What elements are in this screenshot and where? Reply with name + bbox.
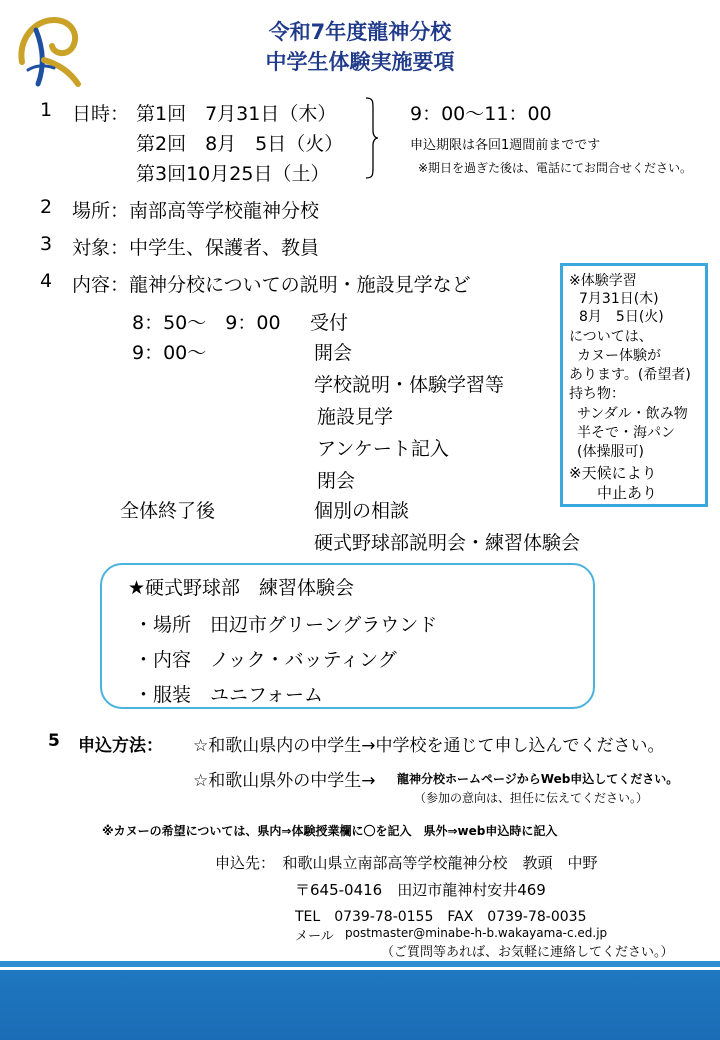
side-note-line: については、 — [569, 329, 653, 345]
target-text: 対象：中学生、保護者、教員 — [72, 237, 320, 259]
session-2: 第2回 8月 5日（火） — [136, 133, 344, 155]
side-note-line: サンダル・飲み物 — [577, 406, 688, 422]
apply-in-pref: ☆和歌山県内の中学生→中学校を通じて申し込んでください。 — [193, 736, 665, 756]
contact-to: 申込先： 和歌山県立南部高等学校龍神分校 教頭 中野 — [215, 854, 598, 872]
contact-tel-fax: TEL 0739-78-0155 FAX 0739-78-0035 — [295, 909, 587, 925]
baseball-place: ・場所 田辺市グリーングラウンド — [134, 614, 438, 636]
schedule-label: 日時： — [72, 103, 130, 125]
side-note-line: カヌー体験が — [577, 348, 661, 364]
program-activity-2: 開会 — [314, 342, 353, 364]
apply-out-pref-rest: 龍神分校ホームページからWeb申込してください。 — [397, 772, 679, 786]
side-note-line: ※体験学習 — [569, 273, 637, 289]
contact-closing: （ご質問等あれば、お気軽に連絡してください。） — [381, 945, 674, 960]
section-number-3: 3 — [40, 233, 53, 255]
program-activity-6: 閉会 — [317, 470, 356, 492]
side-note-line: 7月31日(木) — [579, 291, 659, 307]
side-note-line: (体操服可) — [577, 444, 644, 460]
side-note-line: 中止あり — [597, 484, 658, 502]
apply-out-pref-note: （参加の意向は、担任に伝えてください。） — [414, 791, 649, 805]
program-time-7: 全体終了後 — [120, 500, 216, 522]
footer-band — [0, 970, 720, 1040]
program-activity-3: 学校説明・体験学習等 — [314, 374, 505, 396]
side-note-line: あります。(希望者) — [569, 367, 691, 383]
footer-divider — [0, 961, 720, 967]
deadline-note: ※期日を過ぎた後は、電話にてお問合せください。 — [418, 161, 693, 175]
deadline-text: 申込期限は各回1週間前までです — [410, 138, 601, 153]
session-3: 第3回10月25日（土） — [136, 163, 330, 185]
content-text: 内容：龍神分校についての説明・施設見学など — [72, 274, 471, 296]
schedule-time: 9：00〜11：00 — [410, 103, 552, 125]
apply-label: 申込方法： — [78, 736, 163, 756]
baseball-heading: ★硬式野球部 練習体験会 — [128, 577, 355, 599]
program-activity-4: 施設見学 — [317, 406, 394, 428]
contact-mail-label: メール — [295, 929, 334, 944]
program-activity-7: 個別の相談 — [314, 500, 410, 522]
baseball-content: ・内容 ノック・バッティング — [134, 649, 397, 671]
contact-address: 〒645-0416 田辺市龍神村安井469 — [295, 881, 546, 899]
program-activity-5: アンケート記入 — [317, 438, 449, 460]
program-time-2: 9：00〜 — [132, 342, 207, 364]
side-note-line: 持ち物： — [569, 386, 625, 402]
page-subtitle: 中学生体験実施要項 — [265, 50, 455, 74]
contact-mail[interactable]: postmaster@minabe-h-b.wakayama-c.ed.jp — [345, 926, 608, 940]
section-number-1: 1 — [40, 99, 53, 121]
canoe-note: ※カヌーの希望については、県内⇒体験授業欄に〇を記入 県外⇒web申込時に記入 — [102, 824, 558, 838]
bracket-icon — [365, 97, 379, 179]
program-activity-1: 受付 — [310, 312, 349, 334]
baseball-dress: ・服装 ユニフォーム — [134, 684, 324, 706]
apply-out-pref-lead: ☆和歌山県外の中学生→ — [193, 771, 376, 791]
place-text: 場所：南部高等学校龍神分校 — [72, 200, 320, 222]
section-number-5: 5 — [48, 731, 60, 751]
side-note-line: 8月 5日(火) — [579, 309, 664, 325]
page-title: 令和7年度龍神分校 — [268, 20, 452, 44]
section-number-2: 2 — [40, 196, 53, 218]
canoe-note-box — [560, 263, 708, 507]
session-1: 第1回 7月31日（木） — [136, 103, 337, 125]
section-number-4: 4 — [40, 270, 53, 292]
program-activity-8: 硬式野球部説明会・練習体験会 — [314, 532, 581, 554]
side-note-line: 半そで・海パン — [577, 425, 675, 441]
side-note-line: ※天候により — [569, 464, 657, 482]
program-time-1: 8：50〜 9：00 — [132, 312, 281, 334]
